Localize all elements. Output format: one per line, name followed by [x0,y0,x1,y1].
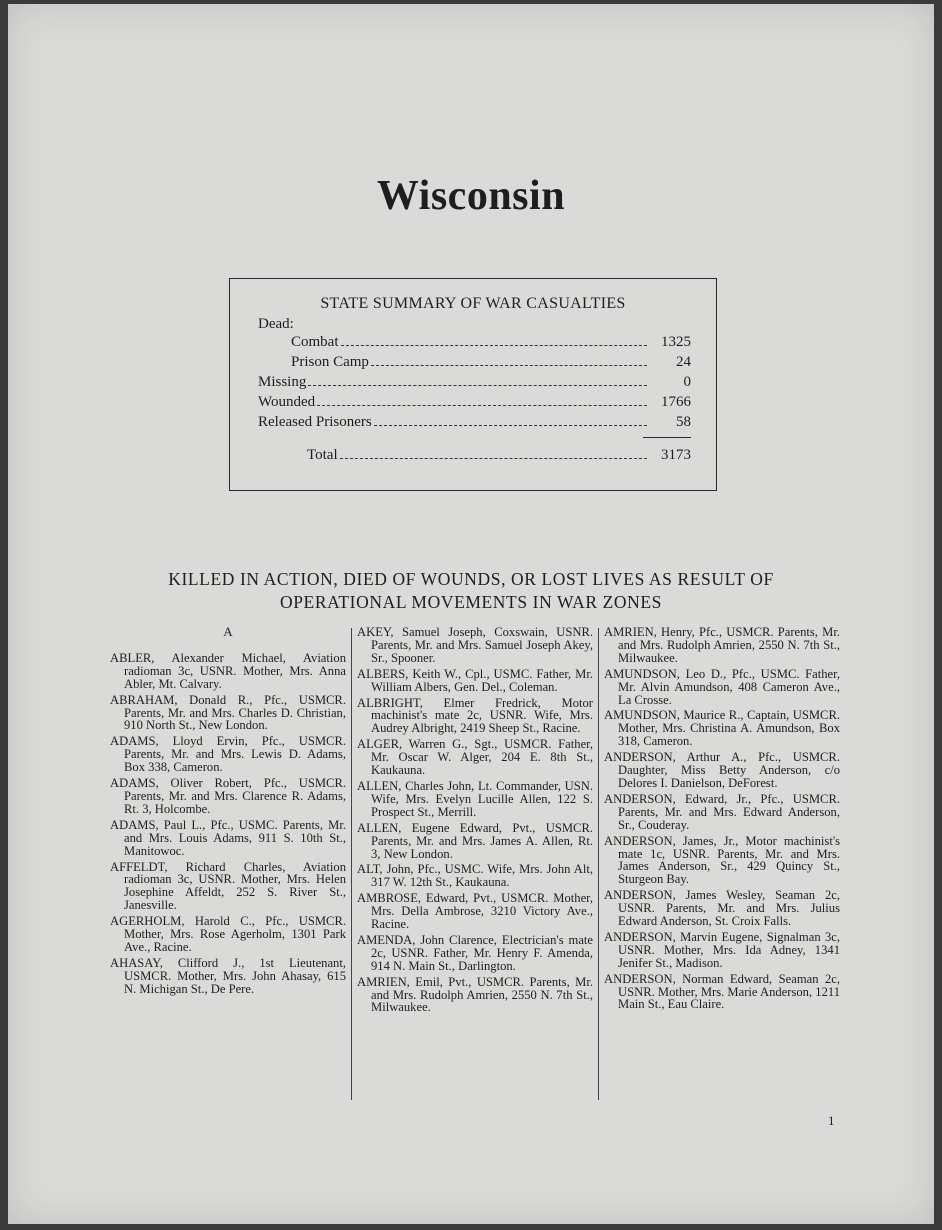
casualty-entry: ALBRIGHT, Elmer Fredrick, Motor machinist's mate 2c, USNR. Wife, Mrs. Audrey Albright, 2419 Sheep St., Racine. [357,695,593,736]
summary-row-released-prisoners [258,414,691,434]
column-divider [351,628,352,1100]
wounded-value: 1766 [661,394,691,410]
section-heading-line-1: KILLED IN ACTION, DIED OF WOUNDS, OR LOST LIVES AS RESULT OF [168,569,774,589]
casualty-entry: ADAMS, Paul L., Pfc., USMC. Parents, Mr. and Mrs. Louis Adams, 911 S. 10th St., Manitowoc. [110,817,346,858]
prison-camp-value: 24 [676,354,691,370]
released-prisoners-label: Released Prisoners [258,414,372,430]
released-prisoners-value: 58 [676,414,691,430]
column-3 [604,626,840,1014]
casualty-entry: AFFELDT, Richard Charles, Aviation radioman 3c, USNR. Mother, Mrs. Helen Josephine Affeldt, 252 S. River St., Janesville. [110,859,346,913]
page-number: 1 [828,1113,835,1128]
casualty-entry: ADAMS, Lloyd Ervin, Pfc., USMCR. Parents, Mr. and Mrs. Lewis D. Adams, Box 338, Cameron. [110,734,346,775]
casualty-entry: ADAMS, Oliver Robert, Pfc., USMCR. Parents, Mr. and Mrs. Clarence R. Adams, Rt. 3, Holcombe. [110,776,346,816]
wounded-label: Wounded [258,394,316,410]
column-2 [357,626,593,1017]
summary-row-total [307,447,691,467]
leader-dots [374,425,647,426]
casualty-entry: AKEY, Samuel Joseph, Coxswain, USNR. Parents, Mr. and Mrs. Samuel Joseph Akey, Sr., Spooner. [357,625,593,665]
casualty-entry: AMENDA, John Clarence, Electrician's mate 2c, USNR. Father, Mr. Henry F. Amenda, 914 N. Main St., Darlington. [357,932,593,973]
casualty-entry: AMBROSE, Edward, Pvt., USMCR. Mother, Mrs. Della Ambrose, 3210 Victory Ave., Racine. [357,891,593,932]
casualty-entry: AGERHOLM, Harold C., Pfc., USMCR. Mother, Mrs. Rose Agerholm, 1301 Park Ave., Racine. [110,914,346,954]
summary-row-dead [258,316,294,336]
casualty-entry: AMUNDSON, Leo D., Pfc., USMC. Father, Mr. Alvin Amundson, 408 Cameron Ave., La Crosse. [604,666,840,707]
missing-label: Missing [258,374,307,390]
summary-row-prison-camp [291,354,691,374]
casualty-entry: ALGER, Warren G., Sgt., USMCR. Father, Mr. Oscar W. Alger, 204 E. 8th St., Kaukauna. [357,737,593,778]
column-divider [598,628,599,1100]
casualty-entry: AMRIEN, Emil, Pvt., USMCR. Parents, Mr. and Mrs. Rudolph Amrien, 2550 N. 7th St., Milwaukee. [357,974,593,1015]
casualty-entry: ALT, John, Pfc., USMC. Wife, Mrs. John Alt, 317 W. 12th St., Kaukauna. [357,862,593,890]
combat-value: 1325 [661,334,691,350]
casualty-entry: ANDERSON, James Wesley, Seaman 2c, USNR. Parents, Mr. and Mrs. Julius Edward Anderson, St. Croix Falls. [604,888,840,929]
column-1 [110,626,346,999]
summary-row-wounded [258,394,691,414]
section-heading-line-2: OPERATIONAL MOVEMENTS IN WAR ZONES [279,592,663,612]
alphabet-letter: A [223,624,233,639]
casualty-entry: ANDERSON, Marvin Eugene, Signalman 3c, USNR. Mother, Mrs. Ida Adney, 1341 Jenifer St., Madison. [604,929,840,970]
casualty-entry: AHASAY, Clifford J., 1st Lieutenant, USMCR. Mother, Mrs. John Ahasay, 615 N. Michigan St., De Pere. [110,955,346,996]
casualty-entry: ANDERSON, James, Jr., Motor machinist's mate 1c, USNR. Parents, Mr. and Mrs. James Anderson, Sr., 429 Quincy St., Sturgeon Bay. [604,833,840,887]
combat-label: Combat [291,334,339,350]
summary-row-missing [258,374,691,394]
summary-row-combat [291,334,691,354]
total-value: 3173 [661,447,691,463]
leader-dots [308,385,647,386]
casualty-entry: AMUNDSON, Maurice R., Captain, USMCR. Mother, Mrs. Christina A. Amundson, Box 318, Cameron. [604,708,840,749]
missing-value: 0 [683,374,691,390]
casualty-entry: ANDERSON, Edward, Jr., Pfc., USMCR. Parents, Mr. and Mrs. Edward Anderson, Sr., Couderay. [604,791,840,832]
dead-label: Dead: [258,316,294,332]
casualty-entry: ANDERSON, Arthur A., Pfc., USMCR. Daughter, Miss Betty Anderson, c/o Delores I. Danielson, DeForest. [604,750,840,790]
casualty-entry: ALBERS, Keith W., Cpl., USMC. Father, Mr. William Albers, Gen. Del., Coleman. [357,666,593,694]
leader-dots [317,405,647,406]
leader-dots [371,365,647,366]
total-label: Total [307,447,338,463]
page-title: Wisconsin [376,173,566,219]
summary-heading: STATE SUMMARY OF WAR CASUALTIES [320,295,626,312]
casualty-entry: ALLEN, Eugene Edward, Pvt., USMCR. Parents, Mr. and Mrs. James A. Allen, Rt. 3, New London. [357,820,593,861]
casualty-entry: AMRIEN, Henry, Pfc., USMCR. Parents, Mr. and Mrs. Rudolph Amrien, 2550 N. 7th St., Milwaukee. [604,625,840,665]
total-rule [643,437,691,438]
prison-camp-label: Prison Camp [291,354,369,370]
casualty-entry: ABLER, Alexander Michael, Aviation radioman 3c, USNR. Mother, Mrs. Anna Abler, Mt. Calvary. [110,650,346,691]
casualty-entry: ABRAHAM, Donald R., Pfc., USMCR. Parents, Mr. and Mrs. Charles D. Christian, 910 North St., New London. [110,692,346,733]
casualty-entry: ANDERSON, Norman Edward, Seaman 2c, USNR. Mother, Mrs. Marie Anderson, 1211 Main St., Eau Claire. [604,971,840,1012]
casualty-entry: ALLEN, Charles John, Lt. Commander, USN. Wife, Mrs. Evelyn Lucille Allen, 122 S. Prospect St., Merrill. [357,778,593,819]
leader-dots [340,458,647,459]
leader-dots [341,345,648,346]
